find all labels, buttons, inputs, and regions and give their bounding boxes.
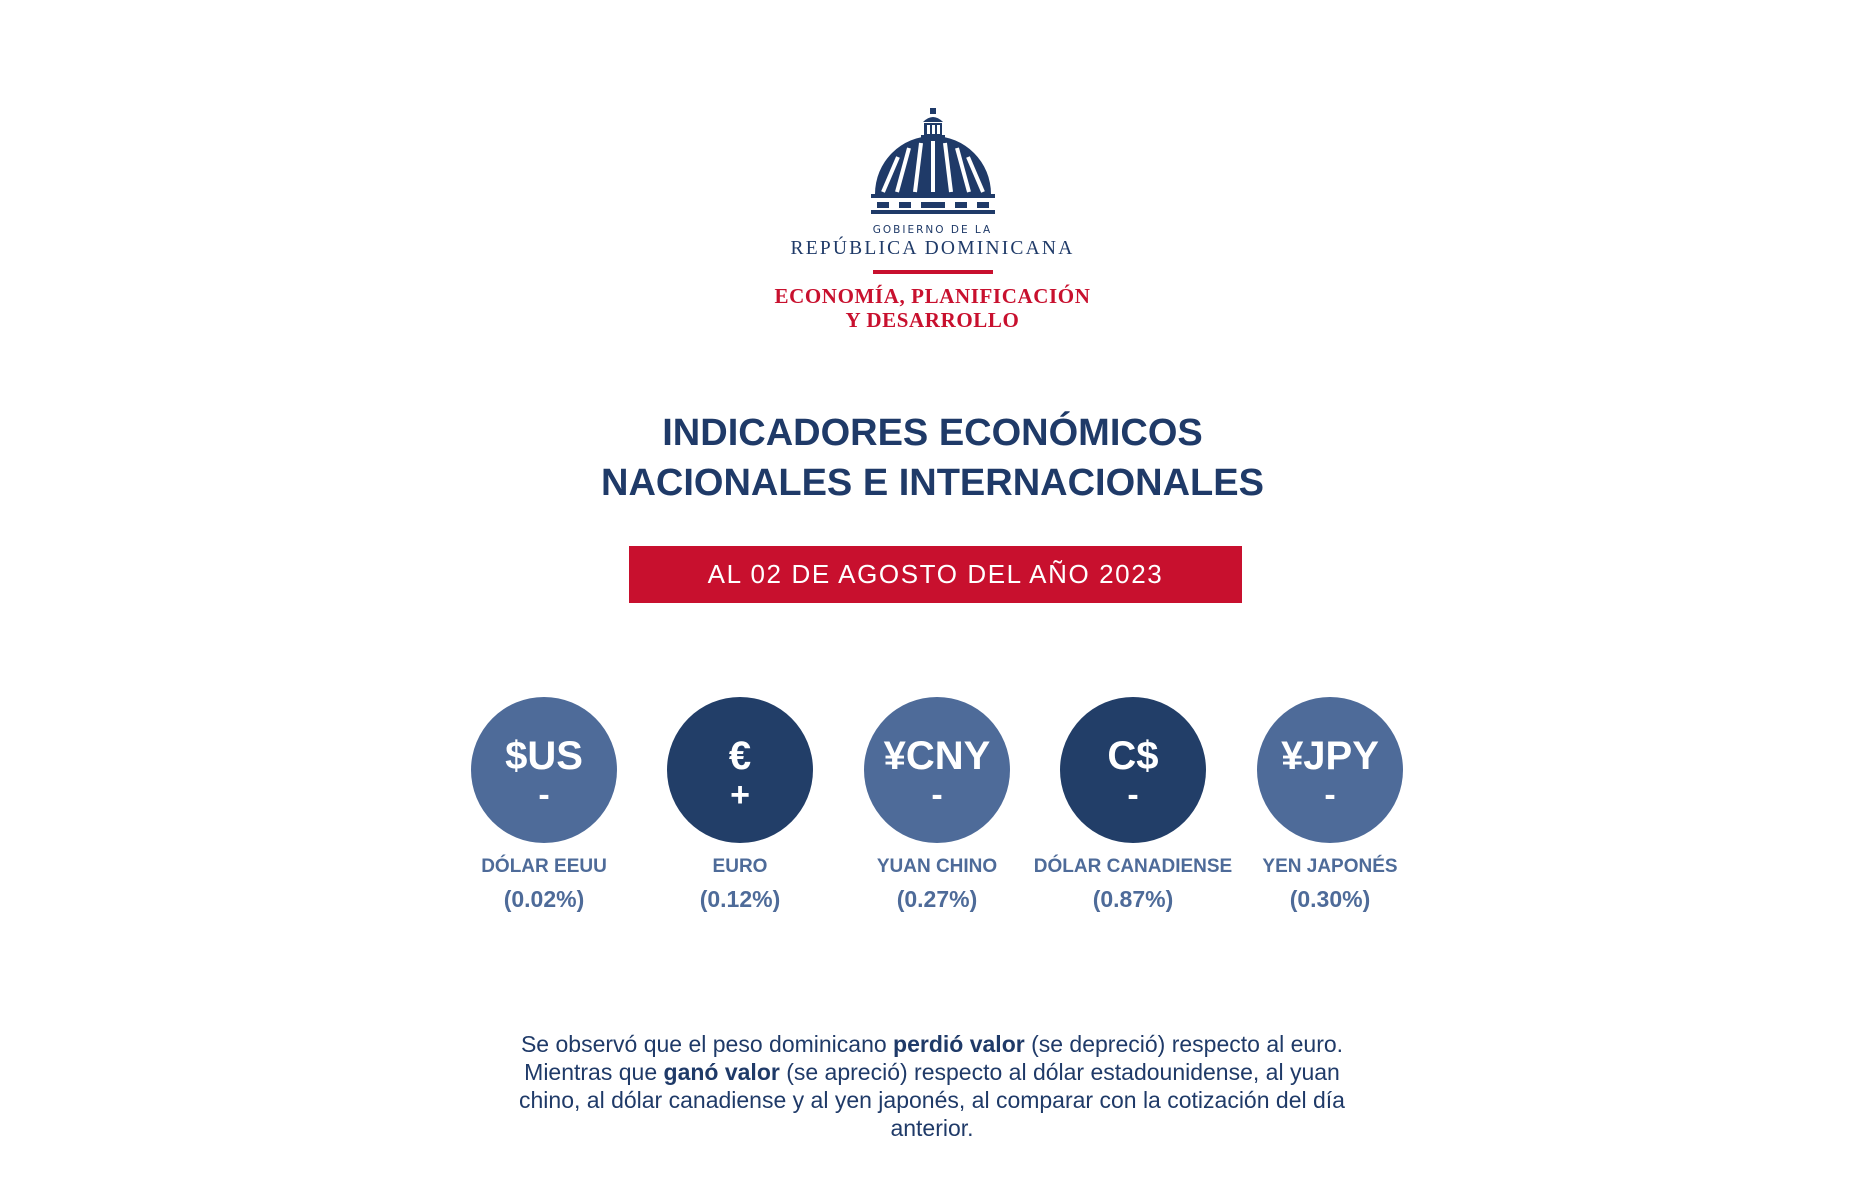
jpy-badge (1257, 697, 1403, 843)
cny-change: (0.27%) (896, 886, 978, 912)
date-banner: AL 02 DE AGOSTO DEL AÑO 2023 (629, 546, 1242, 603)
usd-symbol: $US (505, 734, 583, 778)
usd-badge (471, 697, 617, 843)
cad-badge (1060, 697, 1206, 843)
summary-bold-lost-value: perdió valor (893, 1031, 1025, 1057)
eur-badge (667, 697, 813, 843)
ministry-line-1: ECONOMÍA, PLANIFICACIÓN (774, 284, 1091, 308)
title-line-1: INDICADORES ECONÓMICOS (662, 412, 1203, 454)
cny-symbol: ¥CNY (883, 734, 991, 778)
capitol-dome-icon (871, 108, 995, 216)
page-title (0, 408, 1865, 508)
ministry-name (775, 284, 1091, 332)
cny-name: YUAN CHINO (876, 856, 998, 877)
currency-cad (1033, 697, 1233, 913)
currency-usd (444, 697, 644, 913)
cad-change: (0.87%) (1092, 886, 1174, 912)
jpy-change: (0.30%) (1289, 886, 1371, 912)
gov-line-big: REPÚBLICA DOMINICANA (790, 238, 1075, 259)
eur-name: EURO (712, 856, 768, 877)
jpy-change-sign: - (1324, 776, 1336, 814)
currency-cny (837, 697, 1037, 913)
jpy-name: YEN JAPONÉS (1262, 856, 1398, 877)
eur-symbol: € (728, 734, 752, 778)
title-line-2: NACIONALES E INTERNACIONALES (601, 462, 1264, 504)
summary-text (512, 1030, 1352, 1142)
cad-symbol: C$ (1107, 734, 1159, 778)
usd-change: (0.02%) (503, 886, 585, 912)
summary-part-2: (se depreció) respecto al euro. Mientras que (524, 1031, 1344, 1085)
gov-line-small: GOBIERNO DE LA (872, 224, 993, 236)
cny-change-sign: - (931, 776, 943, 814)
red-divider (873, 270, 993, 274)
summary-part-1: Se observó que el peso dominicano (520, 1031, 894, 1057)
eur-change-sign: + (730, 776, 750, 814)
government-logo (0, 108, 1865, 332)
cny-badge (864, 697, 1010, 843)
cad-change-sign: - (1127, 776, 1139, 814)
currency-jpy (1230, 697, 1430, 913)
cad-name: DÓLAR CANADIENSE (1033, 856, 1233, 877)
eur-change: (0.12%) (699, 886, 781, 912)
summary-bold-gained-value: ganó valor (663, 1059, 780, 1085)
ministry-line-2: Y DESARROLLO (845, 308, 1020, 332)
usd-change-sign: - (538, 776, 550, 814)
summary-part-3: (se apreció) respecto al dólar estadounidense, al yuan chino, al dólar canadiense y al yen japonés, al comparar con la cotización del día anterior. (519, 1059, 1345, 1141)
currency-eur (640, 697, 840, 913)
jpy-symbol: ¥JPY (1281, 734, 1379, 778)
usd-name: DÓLAR EEUU (481, 856, 607, 877)
